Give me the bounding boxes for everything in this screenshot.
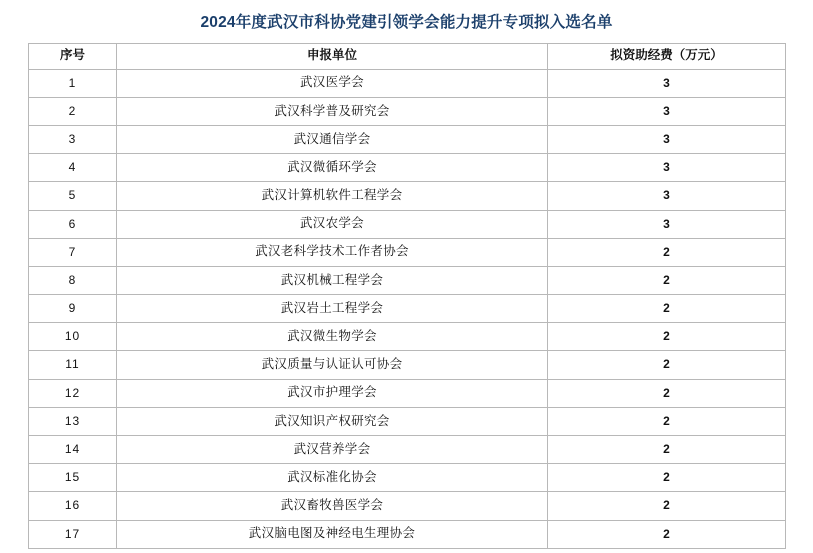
cell-index: 12 <box>29 379 117 407</box>
page-title: 2024年度武汉市科协党建引领学会能力提升专项拟入选名单 <box>200 14 613 31</box>
cell-unit: 武汉市护理学会 <box>117 379 548 407</box>
column-header-unit: 申报单位 <box>117 43 548 69</box>
table-row <box>29 238 786 266</box>
cell-index: 14 <box>29 436 117 464</box>
cell-index: 15 <box>29 464 117 492</box>
table-row <box>29 351 786 379</box>
cell-index: 8 <box>29 266 117 294</box>
cell-index: 7 <box>29 238 117 266</box>
cell-unit: 武汉计算机软件工程学会 <box>117 182 548 210</box>
cell-index: 6 <box>29 210 117 238</box>
cell-unit: 武汉标准化协会 <box>117 464 548 492</box>
cell-index: 5 <box>29 182 117 210</box>
cell-fund: 2 <box>548 351 786 379</box>
cell-unit: 武汉农学会 <box>117 210 548 238</box>
table-row <box>29 464 786 492</box>
cell-unit: 武汉机械工程学会 <box>117 266 548 294</box>
table-row <box>29 323 786 351</box>
cell-index: 1 <box>29 69 117 97</box>
cell-unit: 武汉营养学会 <box>117 436 548 464</box>
table-row <box>29 520 786 548</box>
cell-fund: 2 <box>548 436 786 464</box>
cell-unit: 武汉岩土工程学会 <box>117 295 548 323</box>
cell-index: 17 <box>29 520 117 548</box>
cell-unit: 武汉脑电图及神经电生理协会 <box>117 520 548 548</box>
table-row <box>29 154 786 182</box>
table-row <box>29 295 786 323</box>
cell-fund: 2 <box>548 464 786 492</box>
cell-index: 13 <box>29 407 117 435</box>
cell-index: 11 <box>29 351 117 379</box>
cell-fund: 2 <box>548 295 786 323</box>
cell-index: 2 <box>29 97 117 125</box>
cell-unit: 武汉医学会 <box>117 69 548 97</box>
table-row <box>29 97 786 125</box>
cell-unit: 武汉知识产权研究会 <box>117 407 548 435</box>
table-row <box>29 407 786 435</box>
column-header-index: 序号 <box>29 43 117 69</box>
cell-fund: 3 <box>548 182 786 210</box>
cell-unit: 武汉畜牧兽医学会 <box>117 492 548 520</box>
cell-index: 10 <box>29 323 117 351</box>
cell-unit: 武汉微生物学会 <box>117 323 548 351</box>
cell-index: 3 <box>29 125 117 153</box>
table-row <box>29 182 786 210</box>
cell-fund: 2 <box>548 266 786 294</box>
cell-index: 9 <box>29 295 117 323</box>
cell-fund: 2 <box>548 492 786 520</box>
cell-fund: 2 <box>548 407 786 435</box>
table-row <box>29 266 786 294</box>
table-row <box>29 436 786 464</box>
table-row <box>29 492 786 520</box>
cell-fund: 2 <box>548 238 786 266</box>
cell-fund: 3 <box>548 69 786 97</box>
cell-unit: 武汉微循环学会 <box>117 154 548 182</box>
selection-list-table <box>28 43 786 549</box>
table-row <box>29 125 786 153</box>
cell-fund: 3 <box>548 97 786 125</box>
cell-fund: 2 <box>548 379 786 407</box>
cell-fund: 3 <box>548 125 786 153</box>
cell-index: 4 <box>29 154 117 182</box>
cell-unit: 武汉通信学会 <box>117 125 548 153</box>
table-header-row <box>29 43 786 69</box>
cell-unit: 武汉老科学技术工作者协会 <box>117 238 548 266</box>
table-row <box>29 69 786 97</box>
column-header-fund: 拟资助经费（万元） <box>548 43 786 69</box>
cell-unit: 武汉科学普及研究会 <box>117 97 548 125</box>
cell-fund: 3 <box>548 154 786 182</box>
table-row <box>29 210 786 238</box>
table-row <box>29 379 786 407</box>
cell-fund: 2 <box>548 520 786 548</box>
cell-index: 16 <box>29 492 117 520</box>
cell-unit: 武汉质量与认证认可协会 <box>117 351 548 379</box>
table-body <box>29 69 786 548</box>
cell-fund: 2 <box>548 323 786 351</box>
cell-fund: 3 <box>548 210 786 238</box>
